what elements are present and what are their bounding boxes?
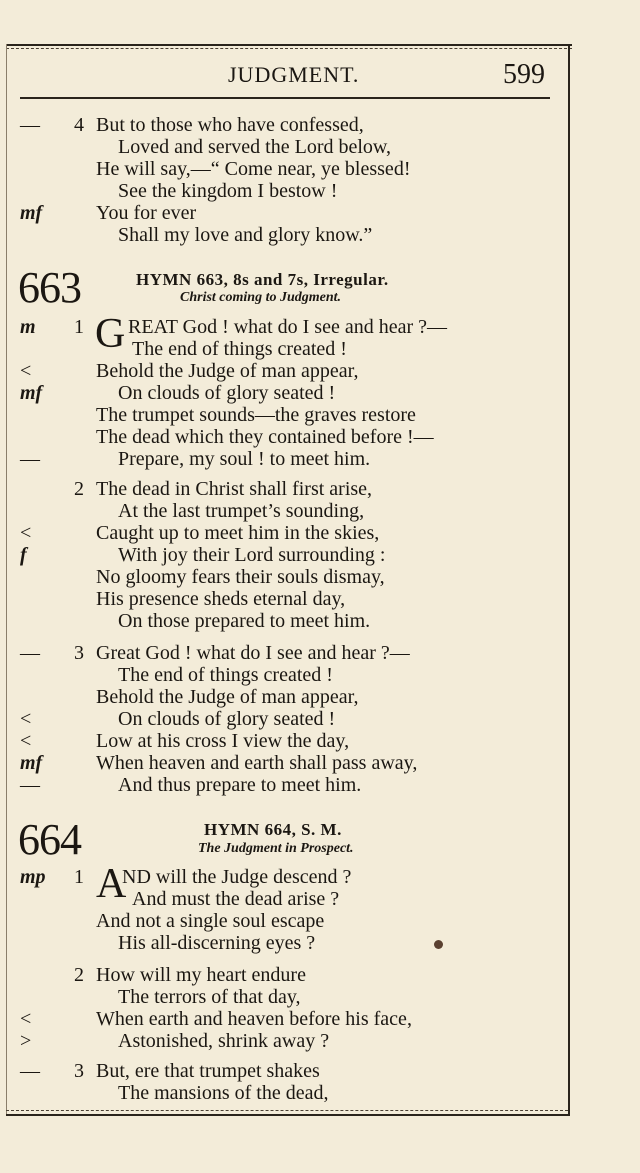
top-border-dashed bbox=[6, 48, 572, 49]
verse-number: 1 bbox=[74, 316, 84, 338]
header-rule bbox=[20, 97, 550, 99]
dynamic-mark: < bbox=[20, 360, 32, 382]
verse-line: You for ever bbox=[96, 202, 197, 224]
dynamic-mark: f bbox=[20, 544, 27, 566]
dynamic-mark: > bbox=[20, 1030, 32, 1052]
verse-line: When earth and heaven before his face, bbox=[96, 1008, 412, 1030]
verse-number: 4 bbox=[74, 114, 84, 136]
verse-line: Great God ! what do I see and hear ?— bbox=[96, 642, 410, 664]
dynamic-mark: < bbox=[20, 1008, 32, 1030]
hymn-number: 663 bbox=[18, 263, 81, 312]
left-border bbox=[6, 44, 7, 1116]
verse-line: Astonished, shrink away ? bbox=[118, 1030, 330, 1052]
right-border bbox=[568, 44, 570, 1116]
dynamic-mark: mf bbox=[20, 752, 43, 774]
verse-line: On those prepared to meet him. bbox=[118, 610, 371, 632]
hymn-subtitle: The Judgment in Prospect. bbox=[198, 841, 354, 856]
drop-cap: A bbox=[96, 861, 127, 907]
dynamic-mark: m bbox=[20, 316, 36, 338]
verse-line: On clouds of glory seated ! bbox=[118, 382, 336, 404]
dynamic-mark: — bbox=[20, 642, 40, 664]
dynamic-mark: — bbox=[20, 1060, 40, 1082]
verse-number: 1 bbox=[74, 866, 84, 888]
verse-line: The dead in Christ shall first arise, bbox=[96, 478, 373, 500]
dynamic-mark: < bbox=[20, 708, 32, 730]
verse-line: The end of things created ! bbox=[118, 664, 333, 686]
verse-line: His all-discerning eyes ? bbox=[118, 932, 316, 954]
hymn-subtitle: Christ coming to Judgment. bbox=[180, 290, 342, 305]
drop-cap: G bbox=[95, 311, 126, 357]
verse-line: And thus prepare to meet him. bbox=[118, 774, 362, 796]
verse-line: Low at his cross I view the day, bbox=[96, 730, 350, 752]
verse-line: Loved and served the Lord below, bbox=[118, 136, 392, 158]
verse-line: The terrors of that day, bbox=[118, 986, 301, 1008]
verse-line: See the kingdom I bestow ! bbox=[118, 180, 338, 202]
verse-line: Behold the Judge of man appear, bbox=[96, 360, 359, 382]
verse-line: Behold the Judge of man appear, bbox=[96, 686, 359, 708]
dynamic-mark: mf bbox=[20, 202, 43, 224]
dynamic-mark: < bbox=[20, 730, 32, 752]
verse-line: The end of things created ! bbox=[132, 338, 347, 360]
dynamic-mark: — bbox=[20, 774, 40, 796]
dynamic-mark: mp bbox=[20, 866, 46, 888]
verse-line: And must the dead arise ? bbox=[132, 888, 340, 910]
verse-line: How will my heart endure bbox=[96, 964, 306, 986]
running-head: JUDGMENT. bbox=[228, 62, 360, 87]
verse-line: His presence sheds eternal day, bbox=[96, 588, 346, 610]
verse-line: Shall my love and glory know.” bbox=[118, 224, 373, 246]
verse-number: 2 bbox=[74, 478, 84, 500]
bottom-border-dashed bbox=[6, 1110, 568, 1111]
dynamic-mark: — bbox=[20, 114, 40, 136]
verse-line: The dead which they contained before !— bbox=[96, 426, 434, 448]
verse-number: 3 bbox=[74, 1060, 84, 1082]
verse-line: At the last trumpet’s sounding, bbox=[118, 500, 365, 522]
verse-number: 2 bbox=[74, 964, 84, 986]
verse-line: Caught up to meet him in the skies, bbox=[96, 522, 380, 544]
verse-line: The mansions of the dead, bbox=[118, 1082, 329, 1104]
verse-line: The trumpet sounds—the graves restore bbox=[96, 404, 416, 426]
hymn-title: HYMN 663, 8s and 7s, Irregular. bbox=[136, 270, 389, 289]
dynamic-mark: < bbox=[20, 522, 32, 544]
verse-line: Prepare, my soul ! to meet him. bbox=[118, 448, 371, 470]
dynamic-mark: mf bbox=[20, 382, 43, 404]
dynamic-mark: — bbox=[20, 448, 40, 470]
verse-line: And not a single soul escape bbox=[96, 910, 325, 932]
verse-line: But to those who have confessed, bbox=[96, 114, 364, 136]
hymn-number: 664 bbox=[18, 815, 81, 864]
hymn-title: HYMN 664, S. M. bbox=[204, 820, 342, 839]
verse-line: No gloomy fears their souls dismay, bbox=[96, 566, 385, 588]
verse-line: When heaven and earth shall pass away, bbox=[96, 752, 418, 774]
bottom-border bbox=[6, 1114, 568, 1116]
top-border bbox=[6, 44, 572, 46]
verse-line: REAT God ! what do I see and hear ?— bbox=[128, 316, 447, 338]
page-number: 599 bbox=[503, 59, 545, 90]
verse-line: But, ere that trumpet shakes bbox=[96, 1060, 320, 1082]
verse-line: ND will the Judge descend ? bbox=[122, 866, 352, 888]
verse-line: On clouds of glory seated ! bbox=[118, 708, 336, 730]
verse-line: He will say,—“ Come near, ye blessed! bbox=[96, 158, 411, 180]
verse-line: With joy their Lord surrounding : bbox=[118, 544, 386, 566]
ink-spot bbox=[434, 940, 443, 949]
verse-number: 3 bbox=[74, 642, 84, 664]
